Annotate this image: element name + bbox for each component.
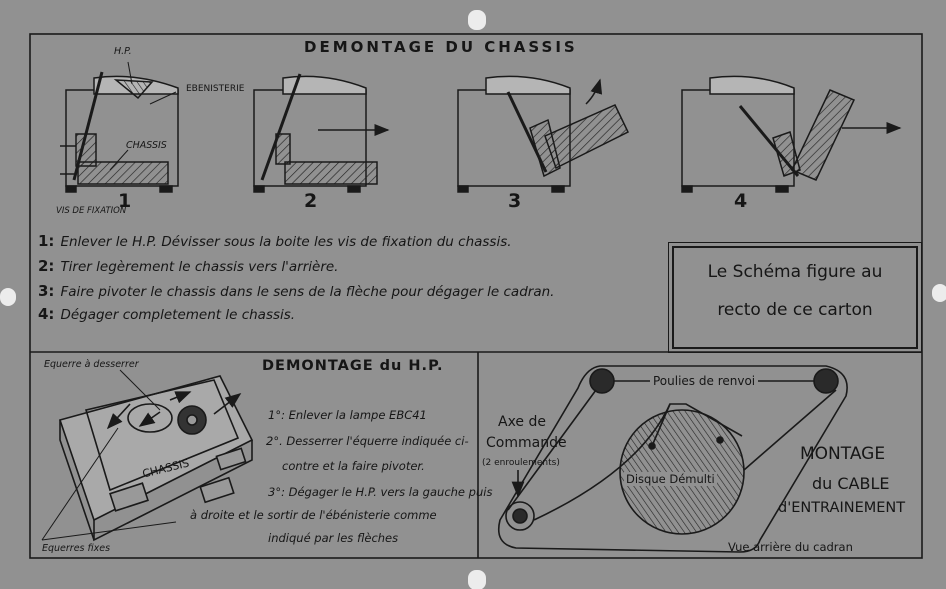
hp-step-3-end: indiqué par les flèches <box>268 531 399 545</box>
step-3-number: 3: <box>38 282 55 300</box>
hp-step-3-cont: à droite et le sortir de l'ébénisterie comme <box>190 508 437 522</box>
label-disque: Disque Démulti <box>626 472 715 486</box>
label-poulies: Poulies de renvoi <box>650 374 758 388</box>
figure-number-2: 2 <box>304 190 318 212</box>
label-hp: H.P. <box>114 46 132 57</box>
hp-step-2-cont: contre et la faire pivoter. <box>282 459 425 473</box>
label-vue-arriere: Vue arrière du cadran <box>728 540 853 554</box>
step-3 <box>38 282 554 300</box>
section3-title-line2: du CABLE <box>812 474 890 493</box>
schema-note-line1: Le Schéma figure au <box>707 262 883 282</box>
schema-note-line2: recto de ce carton <box>717 300 873 320</box>
figure-3 <box>458 76 628 192</box>
section1-title: DEMONTAGE DU CHASSIS <box>304 38 578 56</box>
step-1-text: Enlever le H.P. Dévisser sous la boite les vis de fixation du chassis. <box>60 234 512 250</box>
step-4-number: 4: <box>38 305 55 323</box>
schema-note-box <box>672 246 918 349</box>
hp-step-1: 1°: Enlever la lampe EBC41 <box>268 408 427 422</box>
label-chassis: CHASSIS <box>126 140 167 151</box>
step-4-text: Dégager completement le chassis. <box>60 307 296 323</box>
hp-step-3: 3°: Dégager le H.P. vers la gauche puis <box>268 485 493 499</box>
label-commande: Commande <box>486 435 567 451</box>
step-2 <box>38 257 338 275</box>
step-4 <box>38 305 295 323</box>
figure-number-1: 1 <box>118 190 132 212</box>
label-equerres-fixes: Equerres fixes <box>42 543 111 554</box>
label-ebenisterie: EBENISTERIE <box>186 84 245 94</box>
step-2-text: Tirer legèrement le chassis vers l'arrière. <box>60 259 339 275</box>
section3-title-line3: d'ENTRAINEMENT <box>778 500 906 516</box>
label-vis-fixation: VIS DE FIXATION <box>56 206 127 216</box>
figure-2 <box>254 74 388 192</box>
step-1 <box>38 232 512 250</box>
figure-number-4: 4 <box>734 190 748 212</box>
step-3-text: Faire pivoter le chassis dans le sens de la flèche pour dégager le cadran. <box>60 284 555 300</box>
step-2-number: 2: <box>38 257 55 275</box>
hp-step-2: 2°. Desserrer l'équerre indiquée ci- <box>266 434 469 448</box>
figure-number-3: 3 <box>508 190 522 212</box>
section2-title: DEMONTAGE du H.P. <box>262 358 444 374</box>
figure-1 <box>60 62 178 192</box>
figure-4 <box>682 76 900 192</box>
label-chassis-hp: CHASSIS <box>141 456 191 481</box>
section3-title-line1: MONTAGE <box>800 444 886 464</box>
step-1-number: 1: <box>38 232 55 250</box>
label-equerre-desserrer: Equerre à desserrer <box>44 359 139 370</box>
label-enroulements: (2 enroulements) <box>482 458 560 468</box>
label-axe: Axe de <box>498 414 546 430</box>
